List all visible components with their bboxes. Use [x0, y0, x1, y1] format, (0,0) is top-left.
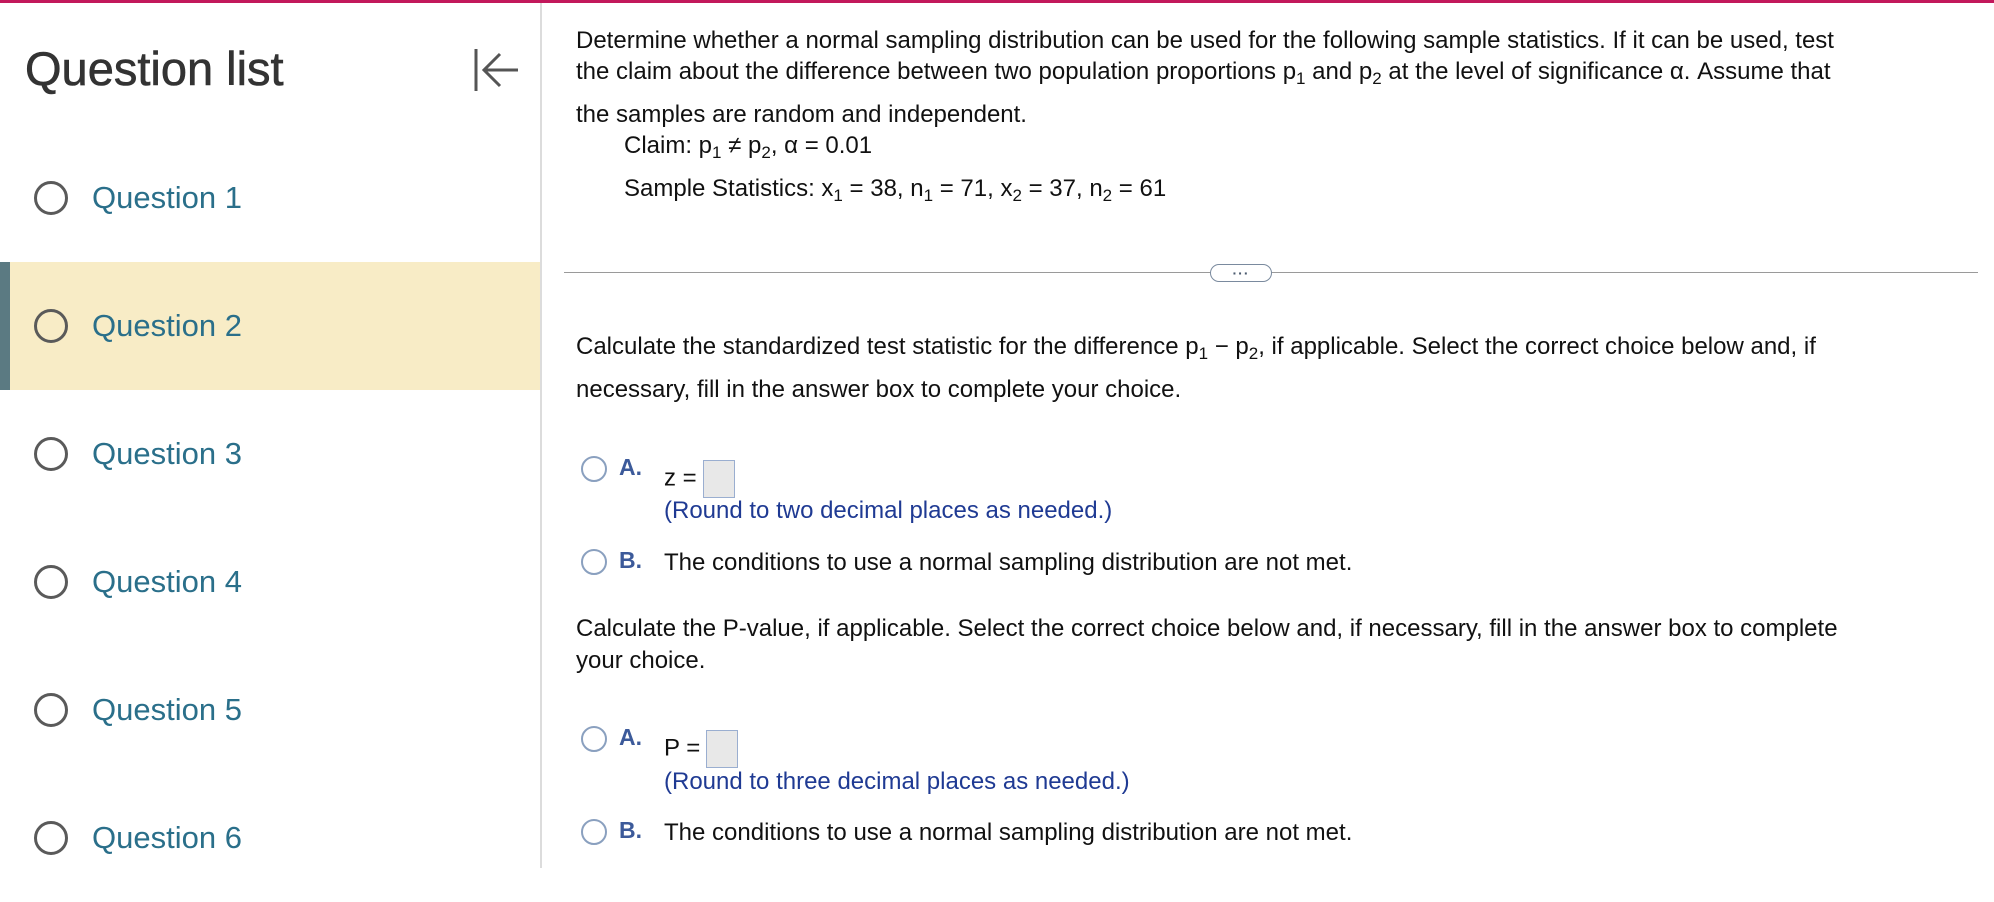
sidebar-item-label: Question 6: [92, 820, 242, 855]
choice-letter: B.: [619, 817, 642, 843]
sidebar-item-question-6[interactable]: [0, 774, 540, 902]
choice-text: The conditions to use a normal sampling distribution are not met.: [664, 819, 1353, 846]
question-intro-line-1: Determine whether a normal sampling distribution can be used for the following sample statistics. If it can be used, test: [576, 27, 1834, 54]
sidebar-item-question-3[interactable]: [0, 390, 540, 518]
sidebar-item-label: Question 1: [92, 180, 242, 215]
p-value-answer-input[interactable]: [706, 730, 738, 768]
radio-circle-icon: [34, 693, 68, 727]
radio-button[interactable]: [581, 456, 607, 482]
part2-prompt-line-1: Calculate the P-value, if applicable. Select the correct choice below and, if necessary, fill in the answer box to complete: [576, 615, 1838, 642]
sidebar-item-question-4[interactable]: [0, 518, 540, 646]
radio-button[interactable]: [581, 549, 607, 575]
sample-statistics-line: Sample Statistics: $x_1 = 38$, $n_1 = 71$, $x_2 = 37$, $n_2 = 61$: [624, 175, 1167, 205]
part1-rounding-hint: (Round to two decimal places as needed.): [664, 497, 1113, 524]
radio-button[interactable]: [581, 726, 607, 752]
expand-more-button[interactable]: ···: [1210, 264, 1272, 282]
part1-prompt-line-2: necessary, fill in the answer box to complete your choice.: [576, 376, 1182, 403]
sidebar-item-label: Question 2: [92, 308, 242, 343]
part2-rounding-hint: (Round to three decimal places as needed.): [664, 768, 1130, 795]
choice-text: The conditions to use a normal sampling distribution are not met.: [664, 549, 1353, 576]
z-answer-input[interactable]: [703, 460, 735, 498]
question-list-sidebar: [0, 3, 542, 868]
claim-line: Claim: $p_1 \ne p_2$, α = 0.01: [624, 132, 873, 162]
question-intro-line-2: the claim about the difference between two population proportions $p_1$ and $p_2$ at the level of significance α. Assume that: [576, 58, 1831, 88]
choice-text: P =: [664, 730, 738, 768]
part2-prompt-line-2: your choice.: [576, 647, 706, 674]
radio-circle-icon: [34, 181, 68, 215]
radio-circle-icon: [34, 565, 68, 599]
question-intro-line-3: the samples are random and independent.: [576, 101, 1027, 128]
sidebar-title: Question list: [25, 42, 284, 95]
sidebar-item-label: Question 3: [92, 436, 242, 471]
radio-circle-icon: [34, 437, 68, 471]
sidebar-item-label: Question 4: [92, 564, 242, 599]
radio-button[interactable]: [581, 819, 607, 845]
sidebar-item-question-5[interactable]: [0, 646, 540, 774]
choice-text: z =: [664, 460, 735, 498]
collapse-left-arrow-icon[interactable]: [470, 43, 524, 97]
question-content: [576, 0, 1976, 868]
sidebar-item-question-2[interactable]: [0, 262, 540, 390]
radio-circle-icon: [34, 821, 68, 855]
choice-letter: A.: [619, 724, 642, 750]
choice-letter: B.: [619, 547, 642, 573]
sidebar-item-label: Question 5: [92, 692, 242, 727]
radio-circle-icon: [34, 309, 68, 343]
choice-letter: A.: [619, 454, 642, 480]
sidebar-item-question-1[interactable]: [0, 134, 540, 262]
part1-prompt-line-1: Calculate the standardized test statistic for the difference $p_1 - p_2$, if applicable. Select the correct choice below and, if: [576, 333, 1816, 363]
